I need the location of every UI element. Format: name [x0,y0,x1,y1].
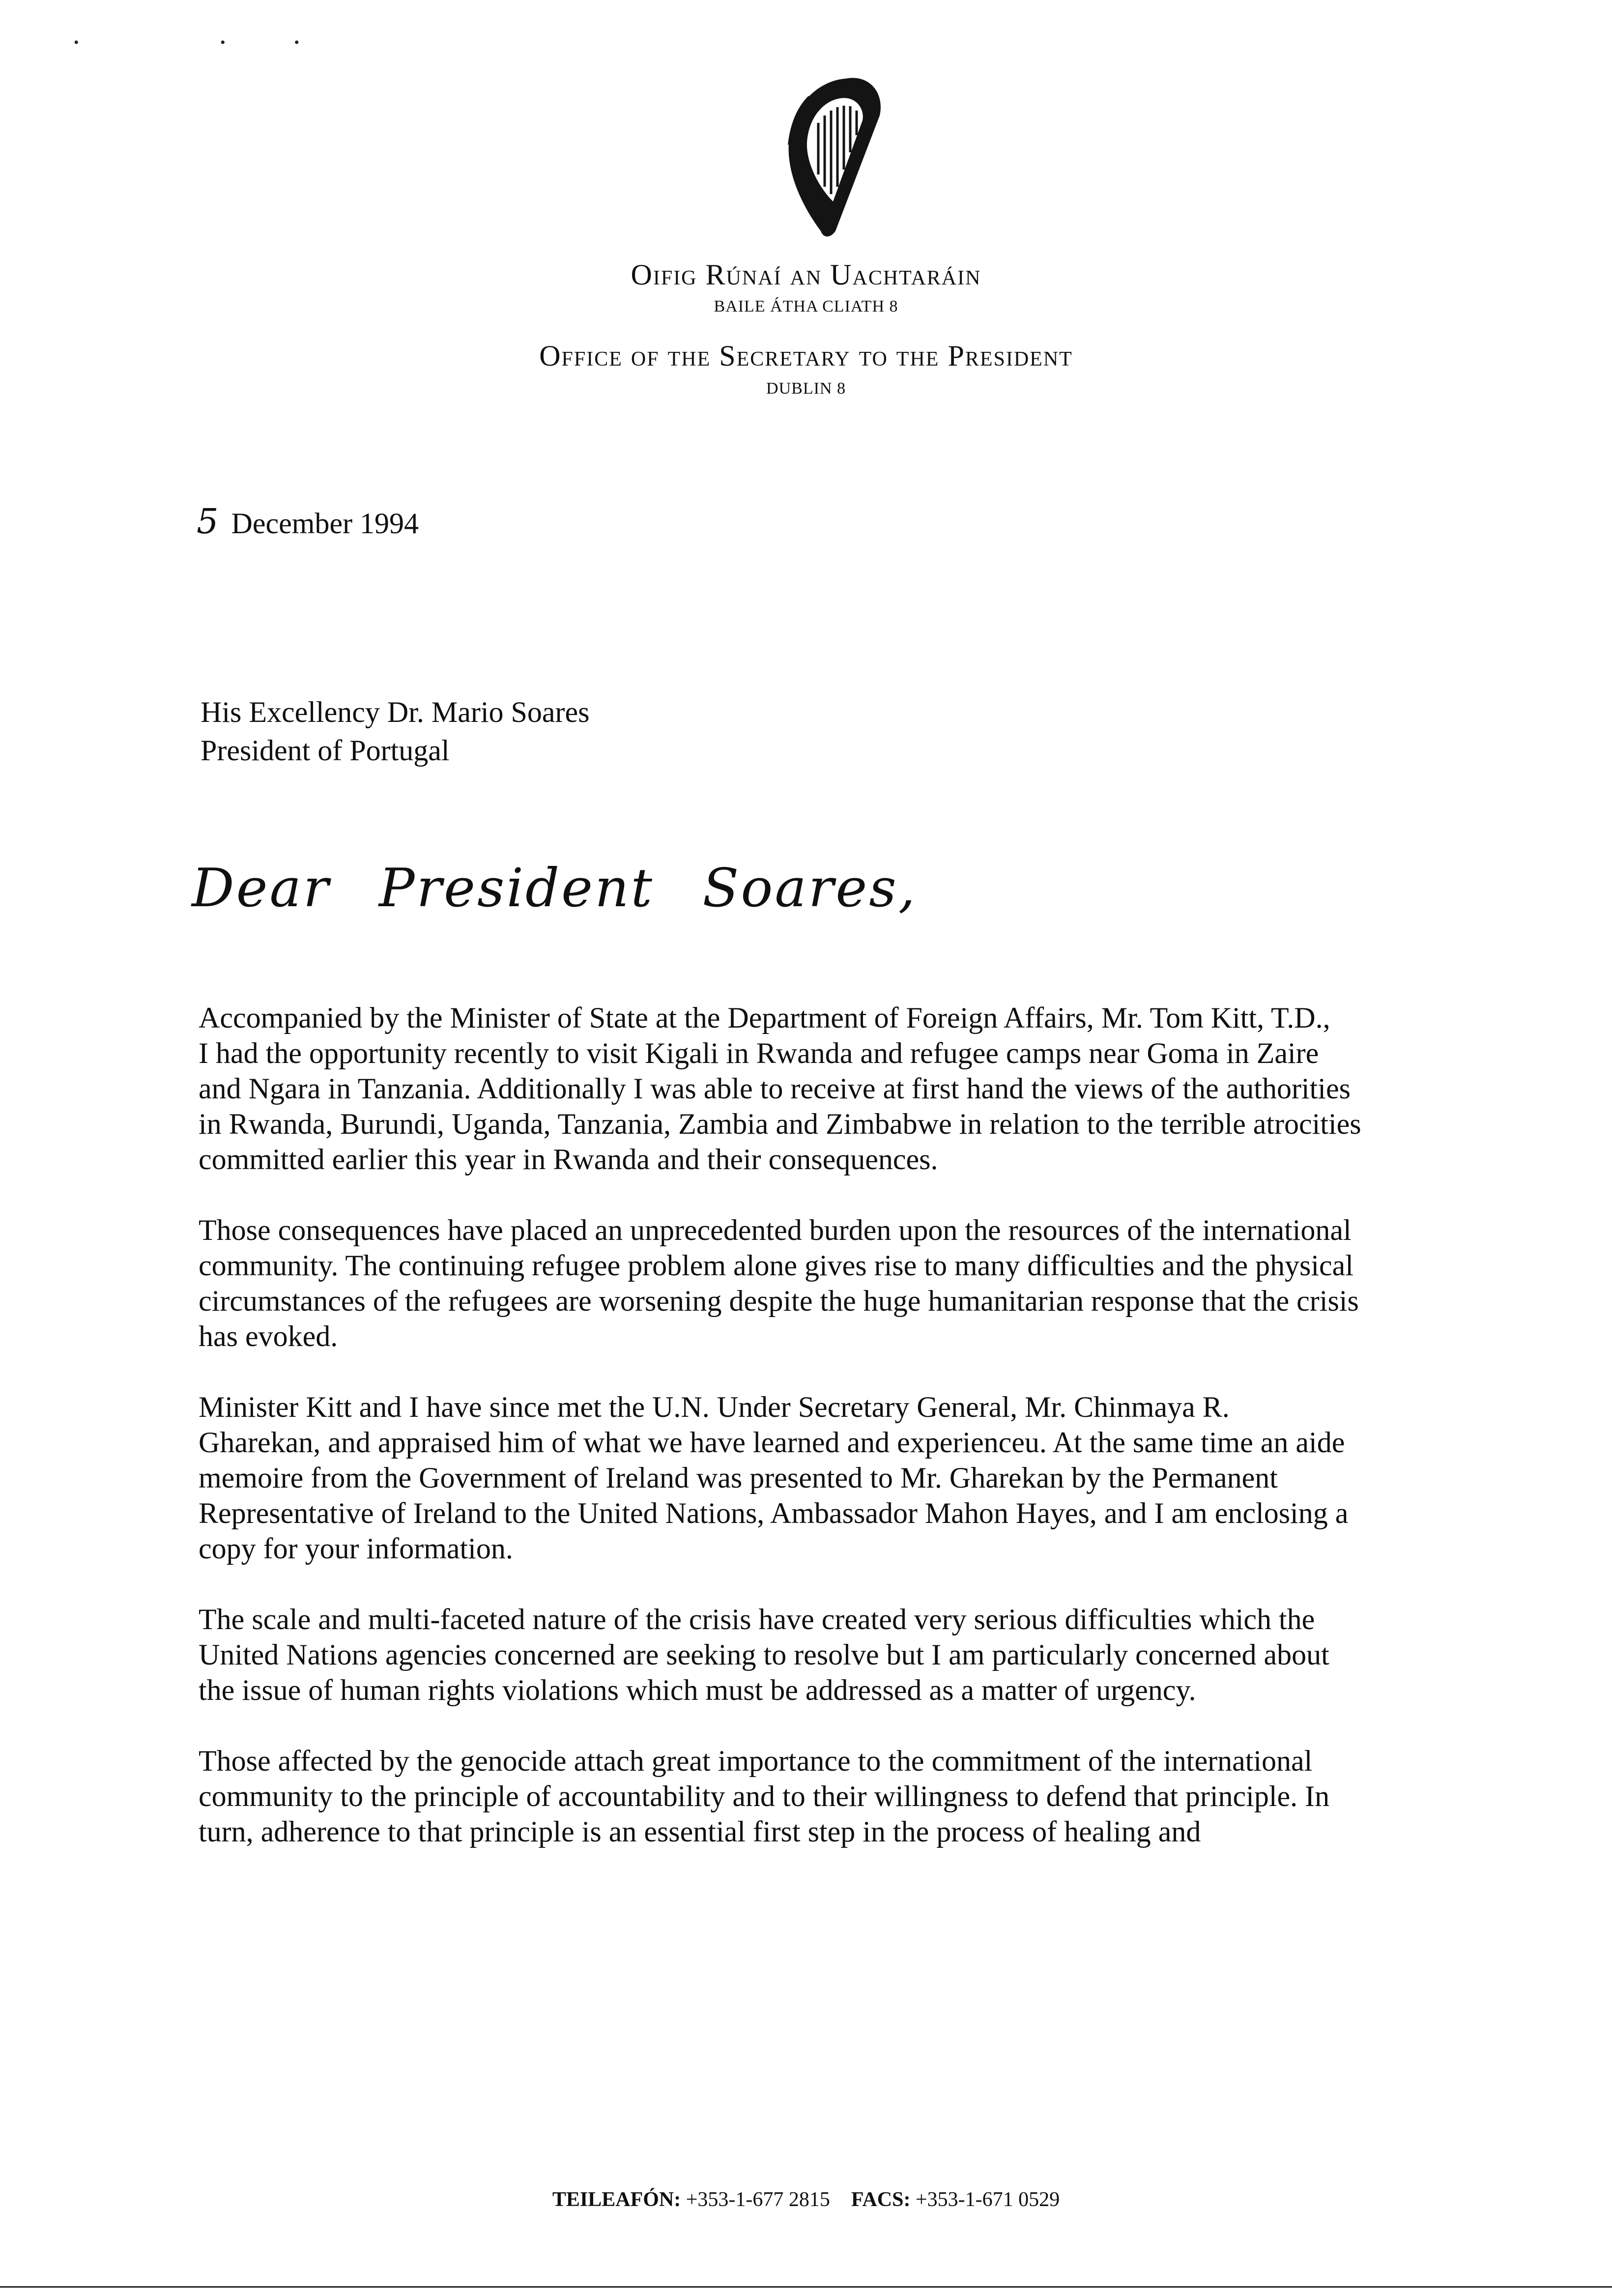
letterhead-irish-title: Oifig Rúnaí an Uachtaráin [631,258,981,291]
body-line: turn, adherence to that principle is an essential first step in the process of healing and [199,1815,1201,1848]
body-line: in Rwanda, Burundi, Uganda, Tanzania, Zambia and Zimbabwe in relation to the terrible atrocities [199,1108,1361,1140]
scan-specks: • •• [74,34,369,51]
harp-emblem [772,69,885,241]
recipient-name: His Excellency Dr. Mario Soares [201,696,590,728]
body-line: circumstances of the refugees are worsening despite the huge humanitarian response that the crisis [199,1285,1359,1317]
body-line: community to the principle of accountability and to their willingness to defend that principle. In [199,1780,1330,1812]
letter-body [199,1000,1516,1885]
letter-date [197,501,419,542]
date-day-handwritten: 5 [197,501,219,542]
body-line: I had the opportunity recently to visit Kigali in Rwanda and refugee camps near Goma in Zaire [199,1037,1319,1069]
body-line: has evoked. [199,1320,338,1352]
letter-footer [0,2188,1612,2211]
body-line: Gharekan, and appraised him of what we have learned and experienceu. At the same time an aide [199,1426,1345,1459]
body-line: United Nations agencies concerned are seeking to resolve but I am particularly concerned about [199,1638,1329,1671]
phone-label: TEILEAFÓN: [552,2188,681,2211]
body-line: committed earlier this year in Rwanda and their consequences. [199,1143,938,1176]
bottom-divider [0,2286,1612,2288]
letterhead-irish-address: BAILE ÁTHA CLIATH 8 [714,297,898,316]
body-paragraph-5 [199,1743,1516,1849]
recipient-block [201,693,589,770]
phone-number: +353-1-677 2815 [686,2188,830,2211]
letterhead-english-address: DUBLIN 8 [766,379,846,398]
body-line: the issue of human rights violations which must be addressed as a matter of urgency. [199,1674,1196,1706]
body-line: Those affected by the genocide attach great importance to the commitment of the international [199,1745,1313,1777]
letterhead-english-title: Office of the Secretary to the President [539,340,1073,372]
body-paragraph-1 [199,1000,1516,1177]
body-line: memoire from the Government of Ireland was presented to Mr. Gharekan by the Permanent [199,1462,1278,1494]
salutation-handwritten: Dear President Soares, [192,858,918,919]
body-paragraph-3 [199,1389,1516,1566]
body-line: and Ngara in Tanzania. Additionally I was able to receive at first hand the views of the authorities [199,1072,1351,1105]
body-line: Accompanied by the Minister of State at the Department of Foreign Affairs, Mr. Tom Kitt, T.D., [199,1002,1330,1034]
body-line: community. The continuing refugee problem alone gives rise to many difficulties and the physical [199,1249,1353,1282]
body-line: Those consequences have placed an unprecedented burden upon the resources of the international [199,1214,1352,1246]
body-paragraph-4 [199,1602,1516,1708]
body-line: The scale and multi-faceted nature of the crisis have created very serious difficulties which the [199,1603,1315,1636]
body-line: copy for your information. [199,1532,513,1565]
fax-label: FACS: [851,2188,911,2211]
date-month-year: December 1994 [231,507,419,540]
body-line: Minister Kitt and I have since met the U.N. Under Secretary General, Mr. Chinmaya R. [199,1391,1230,1423]
body-paragraph-2 [199,1212,1516,1354]
body-line: Representative of Ireland to the United Nations, Ambassador Mahon Hayes, and I am enclosing a [199,1497,1349,1529]
fax-number: +353-1-671 0529 [915,2188,1060,2211]
recipient-title: President of Portugal [201,734,450,767]
